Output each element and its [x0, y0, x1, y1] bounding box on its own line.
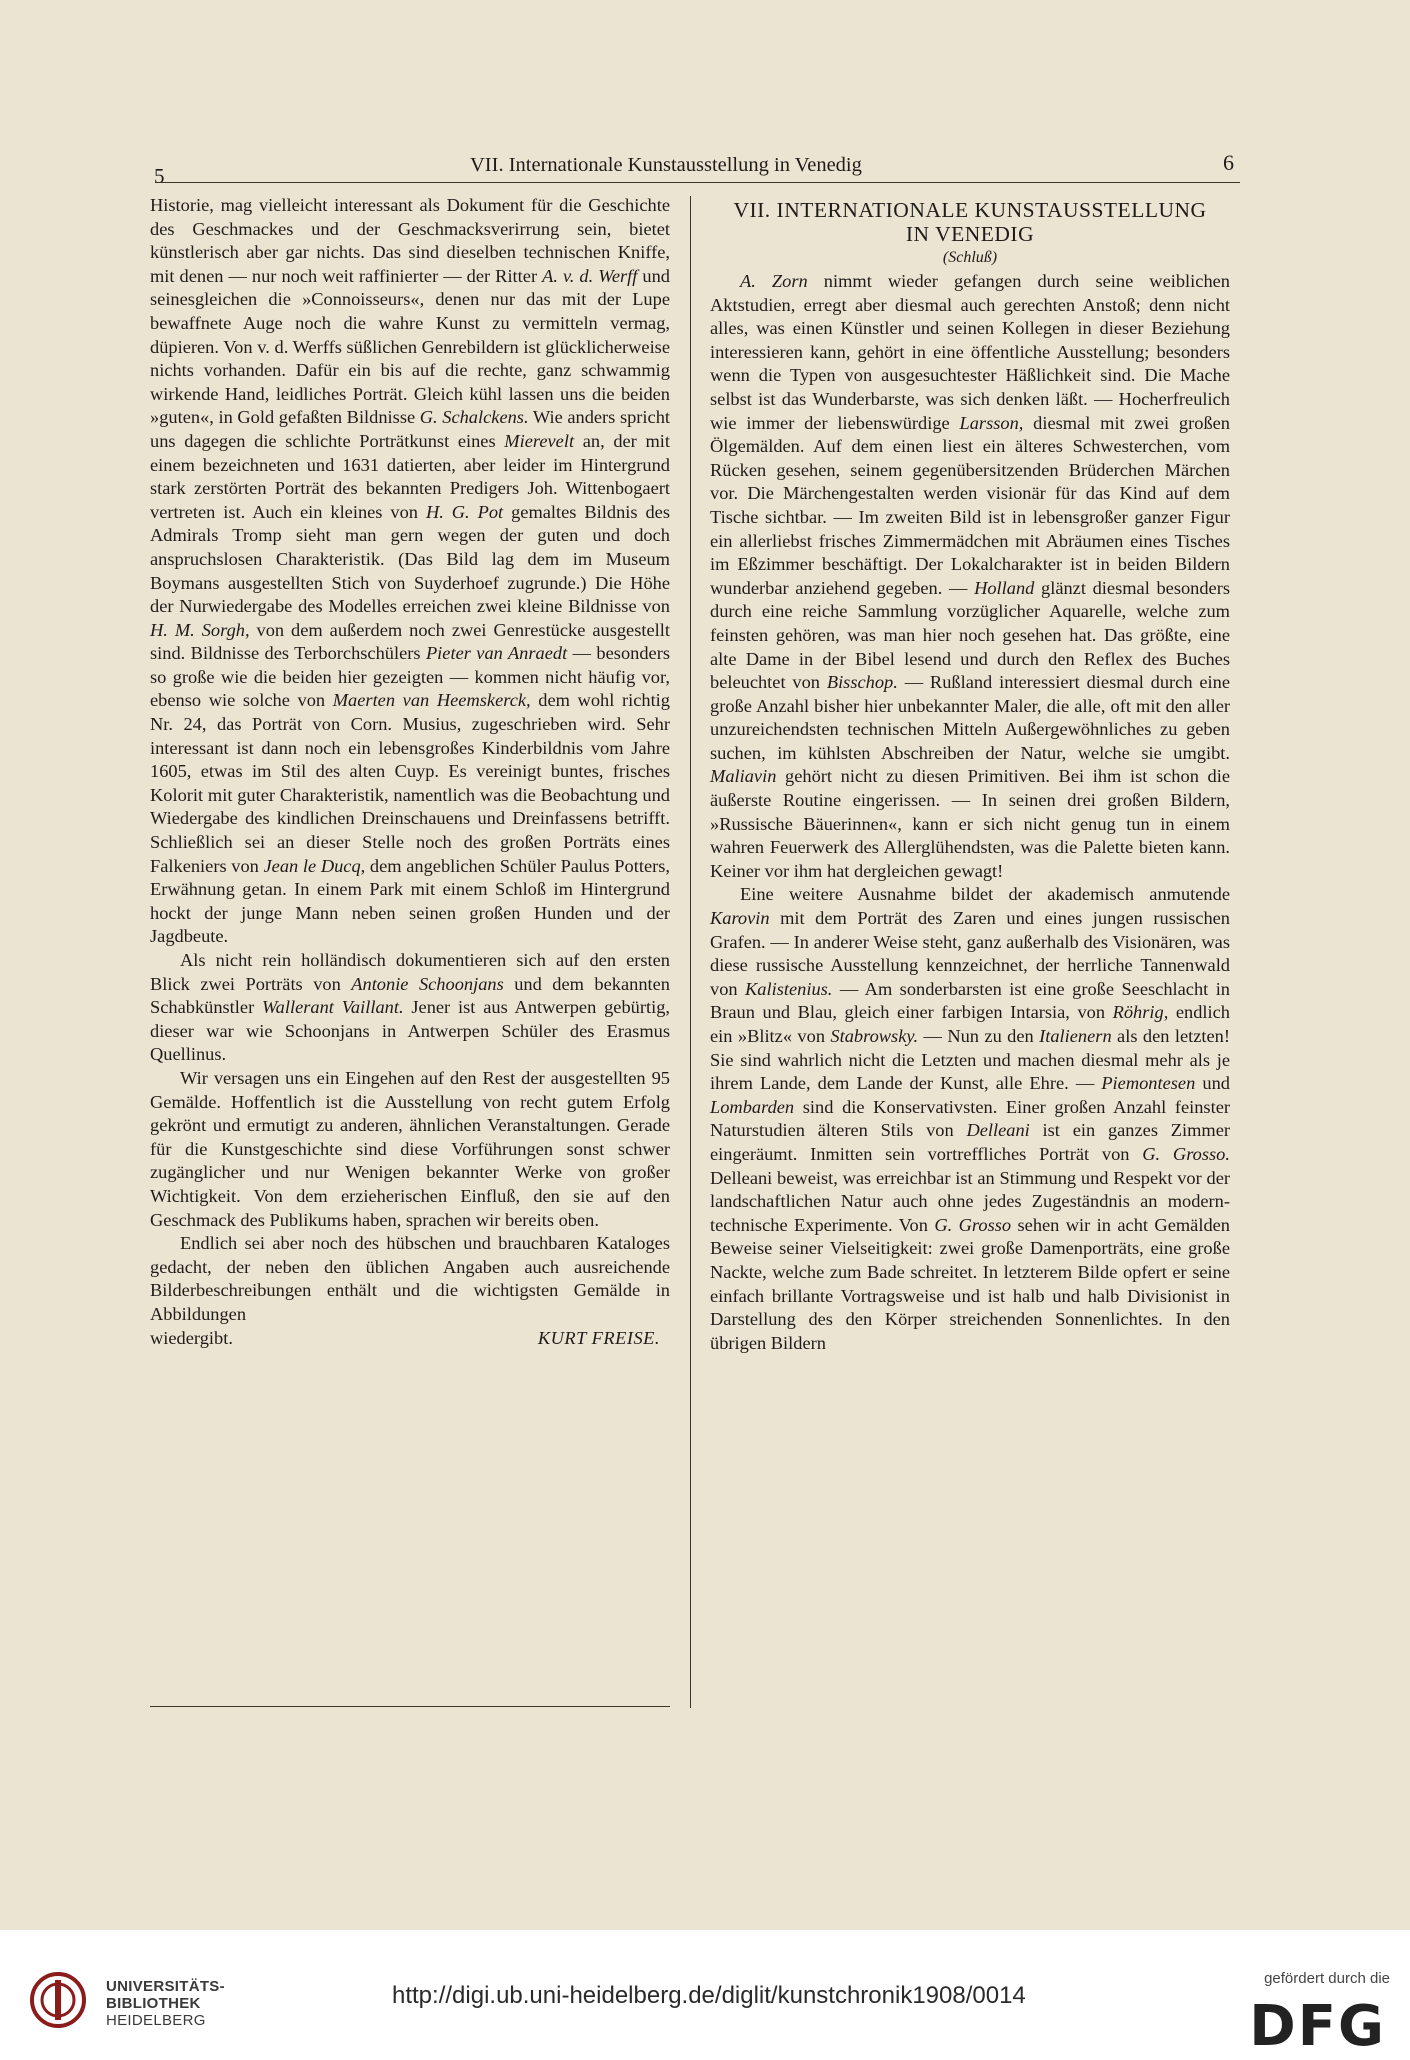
article-title	[710, 198, 1230, 246]
right-paragraph-1: A. Zorn nimmt wieder gefangen durch seine weiblichen Aktstudien, erregt aber diesmal auch gerechten Anstoß; denn nicht alles, was einen Künstler und seinen Kollegen in dieser Beziehung interessieren kann, gehört in eine öffentliche Ausstellung; besonders wenn die Typen von ausgesuchtester Häßlichkeit sind. Die Mache selbst ist das Wunderbarste, was sich denken läßt. — Hocherfreulich wie immer der liebenswürdige Larsson, diesmal mit zwei großen Ölgemälden. Auf dem einen liest ein älteres Schwesterchen, vom Rücken gesehen, seinem gegenübersitzenden Brüderchen Märchen vor. Die Märchengestalten werden visionär für das Kind auf dem Tische sichtbar. — Im zweiten Bild ist in lebensgroßer ganzer Figur ein allerliebst frisches Zimmermädchen mit Abräumen eines Tisches im Eßzimmer beschäftigt. Der Lokalcharakter ist in beiden Bildern wunderbar anziehend gegeben. — Holland glänzt diesmal besonders durch eine reiche Sammlung vorzüglicher Aquarelle, welche zum feinsten gehören, was man hier noch gesehen hat. Das größte, eine alte Dame in der Bibel lesend und durch den Reflex des Buches beleuchtet von Bisschop. — Rußland interessiert diesmal durch eine große Anzahl bisher hier unbekannter Maler, die alle, oft mit den aller unzureichendsten technischen Mitteln Außergewöhnliches zu geben suchen, im kühlsten Abschreiben der Natur, welche sie umgibt. Maliavin gehört nicht zu diesen Primitiven. Bei ihm ist schon die äußerste Routine eingerissen. — In seinen drei großen Bildern, »Russische Bäuerinnen«, kann er sich nicht genug tun in einem wahren Feuerwerk des Allerglühendsten, was die Palette bieten kann. Keiner vor ihm hat dergleichen gewagt!	[710, 271, 1231, 881]
article-subtitle: (Schluß)	[942, 249, 998, 266]
digitization-footer	[0, 1930, 1410, 2060]
closing-line	[150, 1327, 670, 1351]
article-title-line-2: IN VENEDIG	[905, 222, 1035, 246]
left-paragraph-4: Endlich sei aber noch des hübschen und brauchbaren Kataloges gedacht, der neben den üblichen Angaben auch ausreichende Bilderbeschreibungen enthält und die wichtigsten Gemälde in Abbildungen	[150, 1233, 670, 1324]
right-paragraph-2: Eine weitere Ausnahme bildet der akademisch anmutende Karovin mit dem Porträt des Zaren und eines jungen russischen Grafen. — In anderer Weise steht, ganz außerhalb des Visionären, was diese russische Ausstellung kennzeichnet, der herrliche Tannenwald von Kalistenius. — Am sonderbarsten ist eine große Seeschlacht in Braun und Blau, gleich einer farbigen Intarsia, von Röhrig, endlich ein »Blitz« von Stabrowsky. — Nun zu den Italienern als den letzten! Sie sind wahrlich nicht die Letzten und machen diesmal mehr als je ihrem Lande, dem Lande der Kunst, alle Ehre. — Piemontesen und Lombarden sind die Konservativsten. Einer großen Anzahl feinster Naturstudien älteren Stils von Delleani ist ein ganzes Zimmer eingeräumt. Inmitten sein vortreffliches Porträt von G. Grosso. Delleani beweist, was erreichbar ist an Stimmung und Respekt vor der landschaftlichen Natur auch ohne jedes Zugeständnis an modern-technische Experimente. Von G. Grosso sehen wir in acht Gemälden Beweise seiner Vielseitigkeit: zwei große Damenporträts, eine große Nackte, welche zum Bade schreitet. In letzterem Bilde opfert er seine einfach brillante Vortragsweise und ist halb und halb Divisionist in Darstellung des den Körper streichenden Sonnenlichtes. In den übrigen Bildern	[710, 884, 1231, 1353]
left-paragraph-1: Historie, mag vielleicht interessant als Dokument für die Geschichte des Geschmackes und der Geschmacksverirrung sein, bietet künstlerisch aber gar nichts. Das sind dieselben technischen Kniffe, mit denen — nur noch weit raffinierter — der Ritter A. v. d. Werff und seinesgleichen die »Connoisseurs«, denen nur das mit der Lupe bewaffnete Auge noch die wahre Kunst zu vermitteln vermag, düpieren. Von v. d. Werffs süßlichen Genrebildern ist glücklicherweise nichts vorhanden. Dafür ein bis auf die rechte, ganz schwammig wirkende Hand, leidliches Porträt. Gleich kühl lassen uns die beiden »guten«, in Gold gefaßten Bildnisse G. Schalckens. Wie anders spricht uns dagegen die schlichte Porträtkunst eines Mierevelt an, der mit einem bezeichneten und 1631 datierten, aber leider im Hintergrund stark zerstörten Porträt des bekannten Predigers Joh. Wittenbogaert vertreten ist. Auch ein kleines von H. G. Pot gemaltes Bildnis des Admirals Tromp sieht man gern wegen der guten und doch anspruchslosen Charakteristik. (Das Bild lag dem im Museum Boymans ausgestellten Stich von Suyderhoef zugrunde.) Die Höhe der Nurwiedergabe des Modelles erreichen zwei kleine Bildnisse von H. M. Sorgh, von dem außerdem noch zwei Genrestücke ausgestellt sind. Bildnisse des Terborchschülers Pieter van Anraedt — besonders so große wie die beiden hier gezeigten — kommen nicht häufig vor, ebenso wie solche von Maerten van Heemskerck, dem wohl richtig Nr. 24, das Porträt von Corn. Musius, zugeschrieben wird. Sehr interessant ist dann noch ein lebensgroßes Kinderbildnis vom Jahre 1605, etwas im Stil des alten Cuyp. Es vereinigt buntes, frisches Kolorit mit guter Charakteristik, namentlich was die Beobachtung und Wiedergabe des kindlichen Dreinschauens und Dreinfassens betrifft. Schließlich sei an dieser Stelle noch des großen Porträts eines Falkeniers von Jean le Ducq, dem angeblichen Schüler Paulus Potters, Erwähnung getan. In einem Park mit einem Schloß im Hintergrund hockt der junge Mann neben seinen großen Hunden und der Jagdbeute.	[150, 195, 671, 947]
page-header	[150, 150, 1240, 188]
page-number-left: 5	[154, 164, 165, 188]
university-seal-icon	[28, 1970, 88, 2030]
institution-name: UNIVERSITÄTS- BIBLIOTHEK HEIDELBERG	[106, 1978, 225, 2029]
column-end-rule	[150, 1706, 670, 1707]
funded-by-label: gefördert durch die	[1264, 1970, 1390, 1987]
page-number-right: 6	[1223, 150, 1234, 175]
dfg-logo: DFG	[1249, 1994, 1386, 2059]
column-divider	[690, 196, 691, 1708]
closing-word: wiedergibt.	[150, 1327, 233, 1348]
source-url-link[interactable]: http://digi.ub.uni-heidelberg.de/diglit/kunstchronik1908/0014	[392, 1982, 1026, 2009]
left-paragraph-3: Wir versagen uns ein Eingehen auf den Rest der ausgestellten 95 Gemälde. Hoffentlich ist die Ausstellung von recht gutem Erfolg gekrönt und ermutigt zu anderen, ähnlichen Veranstaltungen. Gerade für die Kunstgeschichte sind diese Vorführungen sonst schwer zugänglicher und nur Wenigen bekannter Werke von großer Wichtigkeit. Von dem erzieherischen Einfluß, den sie auf den Geschmack des Publikums haben, sprachen wir bereits oben.	[150, 1067, 670, 1230]
author-signature: KURT FREISE.	[537, 1327, 660, 1348]
right-column	[710, 194, 1230, 1355]
header-rule	[155, 182, 1240, 183]
left-paragraph-2: Als nicht rein holländisch dokumentieren sich auf den ersten Blick zwei Porträts von Antonie Schoonjans und dem bekannten Schabkünstler Wallerant Vaillant. Jener ist aus Antwerpen gebürtig, dieser war wie Schoonjans in Antwerpen Schüler des Erasmus Quellinus.	[150, 950, 670, 1065]
article-title-line-1: VII. INTERNATIONALE KUNSTAUSSTELLUNG	[733, 198, 1207, 222]
left-column	[150, 194, 670, 1350]
running-title: VII. Internationale Kunstausstellung in Venedig	[470, 154, 862, 176]
